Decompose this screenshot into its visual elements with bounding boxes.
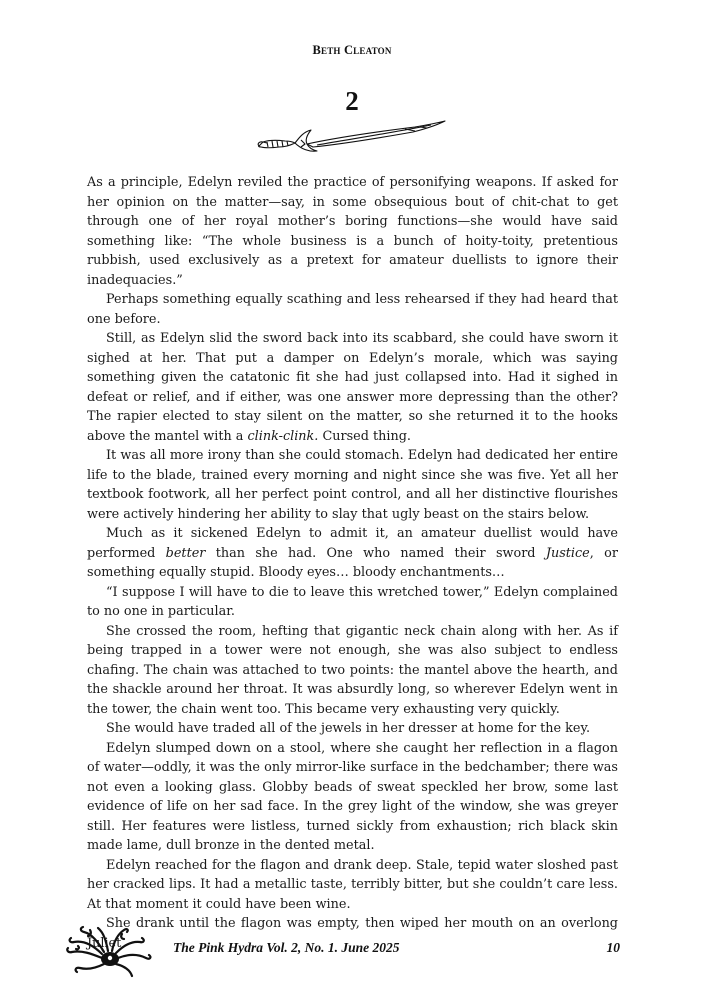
sword-icon <box>255 118 450 158</box>
paragraph <box>87 173 618 290</box>
paragraph <box>87 290 618 329</box>
page-footer <box>60 924 626 980</box>
paragraph <box>87 719 618 739</box>
text-segment: “I suppose I will have to die to leave this wretched tower,” Edelyn complained to no one in particular. <box>87 584 618 619</box>
chapter-number: 2 <box>345 86 359 116</box>
paragraph <box>87 446 618 524</box>
italic-text: clink-clink. <box>247 428 319 444</box>
text-segment: She crossed the room, hefting that gigantic neck chain along with her. As if being trapped in a tower were not enough, she was also subject to endless chafing. The chain was attached to two points: the mantel above the hearth, and the shackle around her throat. It was absurdly long, so wherever Edelyn went in the tower, the chain went too. This became very exhausting very quickly. <box>87 623 618 717</box>
paragraph <box>87 622 618 720</box>
text-segment: She drank until the flagon was empty, then wiped her mouth on an overlong Juliet <box>87 916 618 951</box>
text-segment: She would have traded all of the jewels in her dresser at home for the key. <box>106 721 591 736</box>
hydra-icon <box>62 924 158 978</box>
text-segment: , or something equally stupid. Bloody eyes… bloody enchantments… <box>87 545 618 580</box>
text-segment: Edelyn slumped down on a stool, where she caught her reflection in a flagon of water—oddly, it was the only mirror-like surface in the bedchamber; there was not even a looking glass. Globby beads of sweat speckled her brow, some last evidence of life on her sad face. In the grey light of the window, she was greyer still. Her features were listless, turned sickly from exhaustion; rich black skin made lame, dull bronze in the dented metal. <box>87 740 618 853</box>
text-segment: Still, as Edelyn slid the sword back into its scabbard, she could have sworn it sighed at her. That put a damper on Edelyn’s morale, which was saying something given the catatonic fit she had just collapsed into. Had it sighed in defeat or relief, and if either, was one answer more depressing than the other? The rapier elected to stay silent on the matter, so she returned it to the hooks above the mantel with a <box>87 331 618 444</box>
author-last-name: Cleaton <box>343 43 392 57</box>
text-segment: Edelyn reached for the flagon and drank deep. Stale, tepid water sloshed past her cracked lips. It had a metallic taste, terribly bitter, but she couldn’t care less. At that moment it could have been wine. <box>87 857 618 912</box>
text-segment: Perhaps something equally scathing and less rehearsed if they had heard that one before. <box>87 292 618 327</box>
text-segment: As a principle, Edelyn reviled the practice of personifying weapons. If asked for her opinion on the matter—say, in some obsequious bout of chit-chat to get through one of her royal mother’s boring functions—she would have said something like: “The whole business is a bunch of hoity-toity, pretentious rubbish, used exclusively as a pretext for amateur duellists to ignore their inadequacies.” <box>87 175 618 288</box>
page-number: 10 <box>606 940 620 955</box>
text-segment: It was all more irony than she could stomach. Edelyn had dedicated her entire life to the blade, trained every morning and night since she was five. Yet all her textbook footwork, all her perfect point control, and all her distinctive flourishes were actively hindering her ability to slay that ugly beast on the stairs below. <box>87 448 618 522</box>
running-header <box>0 43 704 58</box>
italic-text: better <box>165 545 206 561</box>
text-segment: Cursed thing. <box>318 428 411 444</box>
text-segment: Much as it sickened Edelyn to admit it, an amateur duellist would have performed <box>87 526 618 561</box>
paragraph <box>87 856 618 915</box>
italic-text: Justice <box>545 545 590 561</box>
journal-title: The Pink Hydra Vol. 2, No. 1. June 2025 <box>173 940 400 955</box>
text-segment: than she had. One who named their sword <box>205 545 546 561</box>
paragraph <box>87 524 618 583</box>
author-first-name: Beth <box>312 43 341 57</box>
paragraph <box>87 329 618 446</box>
paragraph <box>87 739 618 856</box>
paragraph <box>87 583 618 622</box>
story-text <box>87 173 618 953</box>
